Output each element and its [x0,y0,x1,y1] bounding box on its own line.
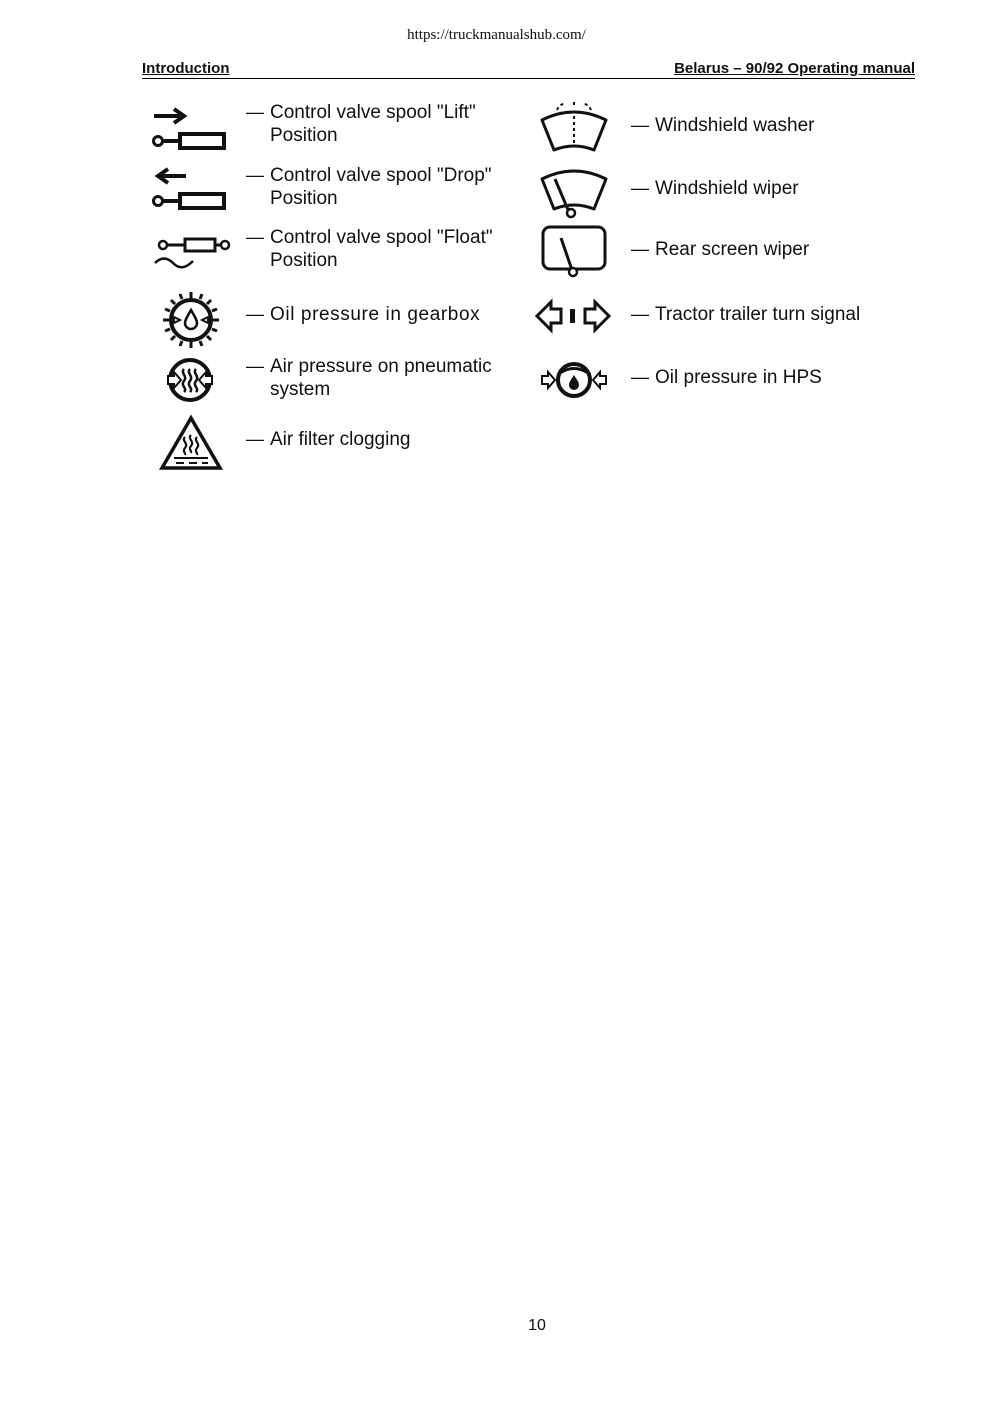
entry-label [270,428,410,451]
entry-label [655,303,860,326]
entry-label-line2: system [270,379,331,400]
hps-oil-pressure-icon [539,360,609,405]
entry-dash: — [246,227,264,247]
entry-label-line1: Control valve spool "Float" [270,227,493,248]
entry-label [270,303,480,326]
entry-label [655,177,799,200]
entry-label-line1: Control valve spool "Drop" [270,165,492,186]
gearbox-oil-pressure-icon [160,289,222,356]
entry-label-line2: Position [270,125,338,146]
entry-label-line2: Position [270,250,338,271]
entry-label [270,164,492,210]
entry-label-line2: Position [270,188,338,209]
control-valve-float-icon [153,233,233,274]
entry-dash: — [246,304,264,324]
entry-label-line1: Tractor trailer turn signal [655,304,861,325]
control-valve-drop-icon [150,166,232,217]
entry-label [270,226,493,272]
entry-dash: — [631,115,649,135]
page-number: 10 [528,1317,546,1334]
manual-title: Belarus – 90/92 Operating manual [674,60,915,77]
entry-label [270,101,476,147]
entry-label-line1: Air pressure on pneumatic [270,356,492,377]
page-header [142,60,915,79]
source-url[interactable]: https://truckmanualshub.com/ [407,27,586,43]
rear-screen-wiper-icon [539,224,609,285]
section-title: Introduction [142,60,230,77]
entry-dash: — [246,102,264,122]
entry-label-line1: Windshield wiper [655,178,799,199]
entry-dash: — [246,429,264,449]
trailer-turn-signal-icon [535,299,611,340]
windshield-wiper-icon [539,165,609,224]
windshield-washer-icon [539,98,609,161]
air-filter-clogging-icon [159,415,223,476]
entry-label [655,114,814,137]
entry-label-line1: Rear screen wiper [655,239,810,260]
pneumatic-air-pressure-icon [162,357,218,408]
entry-label-line1: Air filter clogging [270,429,411,450]
entry-label [655,238,809,261]
entry-label-line1: Oil pressure in gearbox [270,304,481,325]
control-valve-lift-icon [150,106,232,157]
entry-dash: — [631,178,649,198]
entry-dash: — [631,239,649,259]
entry-dash: — [246,165,264,185]
entry-label-line1: Windshield washer [655,115,815,136]
entry-label-line1: Control valve spool "Lift" [270,102,476,123]
entry-label [655,366,822,389]
entry-label-line1: Oil pressure in HPS [655,367,822,388]
entry-label [270,355,492,401]
entry-dash: — [631,304,649,324]
entry-dash: — [631,367,649,387]
entry-dash: — [246,356,264,376]
